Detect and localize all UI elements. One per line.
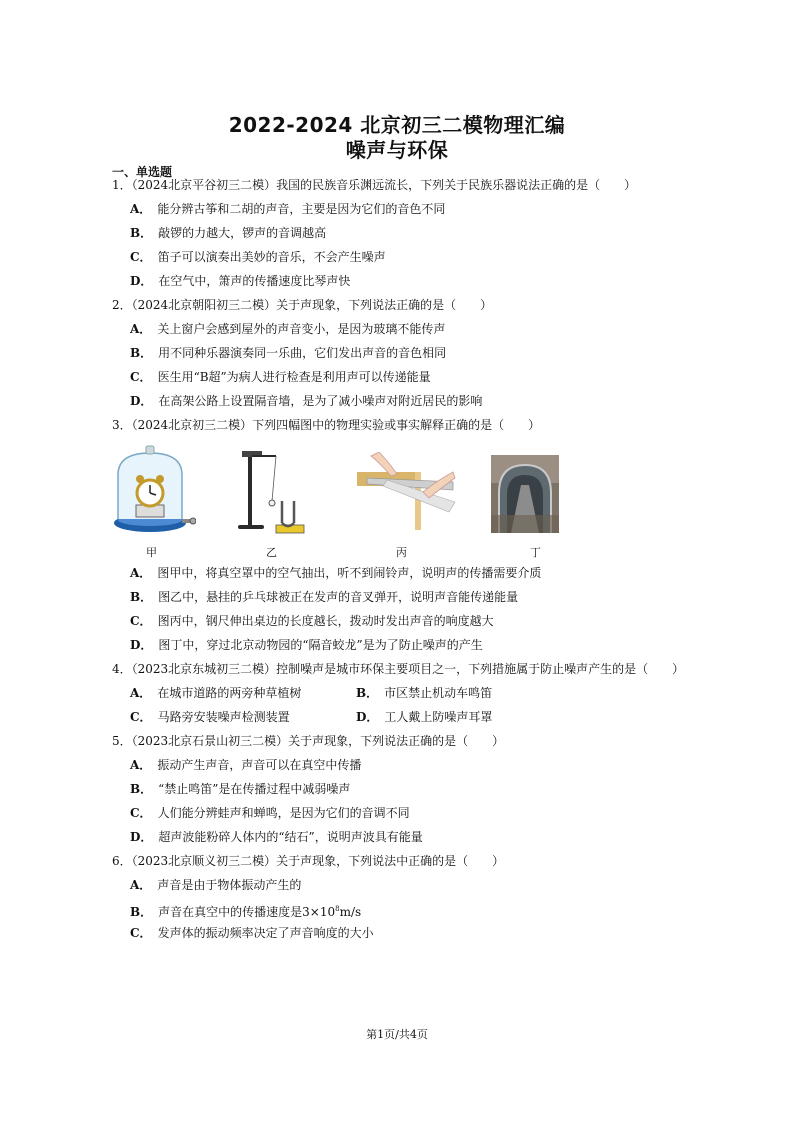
question-1-stem: 1．（2024北京平谷初三二模）我国的民族音乐渊远流长，下列关于民族乐器说法正确的是（ ）	[112, 178, 637, 192]
figure-caption-ding: 丁	[530, 546, 541, 559]
figure-ruler-table	[357, 452, 457, 530]
question-1-option-c[interactable]: C． 笛子可以演奏出美妙的音乐，不会产生噪声	[130, 250, 386, 264]
question-5-stem: 5．（2023北京石景山初三二模）关于声现象，下列说法正确的是（ ）	[112, 734, 505, 748]
question-5-option-a[interactable]: A． 振动产生声音，声音可以在真空中传播	[130, 758, 362, 772]
question-4-option-c[interactable]: C． 马路旁安装噪声检测装置	[130, 710, 290, 724]
question-3-option-a[interactable]: A． 图甲中，将真空罩中的空气抽出，听不到闹铃声，说明声的传播需要介质	[130, 566, 542, 580]
question-6-stem: 6．（2023北京顺义初三二模）关于声现象，下列说法中正确的是（ ）	[112, 854, 505, 868]
figure-caption-bing: 丙	[396, 546, 407, 559]
question-4-stem: 4．（2023北京东城初三二模）控制噪声是城市环保主要项目之一，下列措施属于防止噪声产生的是（ ）	[112, 662, 685, 676]
page-footer: 第1页/共4页	[366, 1028, 428, 1041]
question-5-option-c[interactable]: C． 人们能分辨蛙声和蝉鸣，是因为它们的音调不同	[130, 806, 410, 820]
question-4-option-b[interactable]: B． 市区禁止机动车鸣笛	[356, 686, 493, 700]
question-5-option-d[interactable]: D． 超声波能粉碎人体内的“结石”，说明声波具有能量	[130, 830, 423, 844]
figure-noise-barrier	[491, 455, 559, 533]
question-1-option-d[interactable]: D． 在空气中，箫声的传播速度比琴声快	[130, 274, 351, 288]
question-5-option-b[interactable]: B． “禁止鸣笛”是在传播过程中减弱噪声	[130, 782, 351, 796]
question-2-option-a[interactable]: A． 关上窗户会感到屋外的声音变小，是因为玻璃不能传声	[130, 322, 446, 336]
exponent: 8	[335, 905, 340, 913]
question-2-option-c[interactable]: C． 医生用“B超”为病人进行检查是利用声可以传递能量	[130, 370, 431, 384]
figure-bell-jar	[110, 443, 196, 535]
question-1-option-b[interactable]: B． 敲锣的力越大，锣声的音调越高	[130, 226, 327, 240]
question-3-option-b[interactable]: B． 图乙中，悬挂的乒乓球被正在发声的音叉弹开，说明声音能传递能量	[130, 590, 519, 604]
question-6-option-b[interactable]: B． 声音在真空中的传播速度是$3\times 10^8m/s$	[130, 905, 362, 919]
page-title: 2022-2024 北京初三二模物理汇编	[228, 113, 566, 137]
question-6-option-a[interactable]: A． 声音是由于物体振动产生的	[130, 878, 302, 892]
figure-caption-jia: 甲	[146, 546, 157, 559]
question-1-option-a[interactable]: A． 能分辨古筝和二胡的声音，主要是因为它们的音色不同	[130, 202, 446, 216]
figure-caption-yi: 乙	[266, 546, 277, 559]
question-2-option-d[interactable]: D． 在高架公路上设置隔音墙，是为了减小噪声对附近居民的影响	[130, 394, 483, 408]
question-2-stem: 2．（2024北京朝阳初三二模）关于声现象，下列说法正确的是（ ）	[112, 298, 493, 312]
question-6-option-c[interactable]: C． 发声体的振动频率决定了声音响度的大小	[130, 926, 374, 940]
question-3-option-d[interactable]: D． 图丁中，穿过北京动物园的“隔音蛟龙”是为了防止噪声的产生	[130, 638, 483, 652]
figure-tuning-fork	[232, 443, 312, 535]
question-4-option-a[interactable]: A． 在城市道路的两旁种草植树	[130, 686, 302, 700]
question-2-option-b[interactable]: B． 用不同种乐器演奏同一乐曲，它们发出声音的音色相同	[130, 346, 447, 360]
question-4-option-d[interactable]: D． 工人戴上防噪声耳罩	[356, 710, 493, 724]
page-subtitle: 噪声与环保	[345, 138, 449, 162]
question-3-option-c[interactable]: C． 图丙中，钢尺伸出桌边的长度越长，拨动时发出声音的响度越大	[130, 614, 494, 628]
section-heading: 一、单选题	[112, 165, 173, 179]
question-3-stem: 3．（2024北京初三二模）下列四幅图中的物理实验或事实解释正确的是（ ）	[112, 418, 541, 432]
